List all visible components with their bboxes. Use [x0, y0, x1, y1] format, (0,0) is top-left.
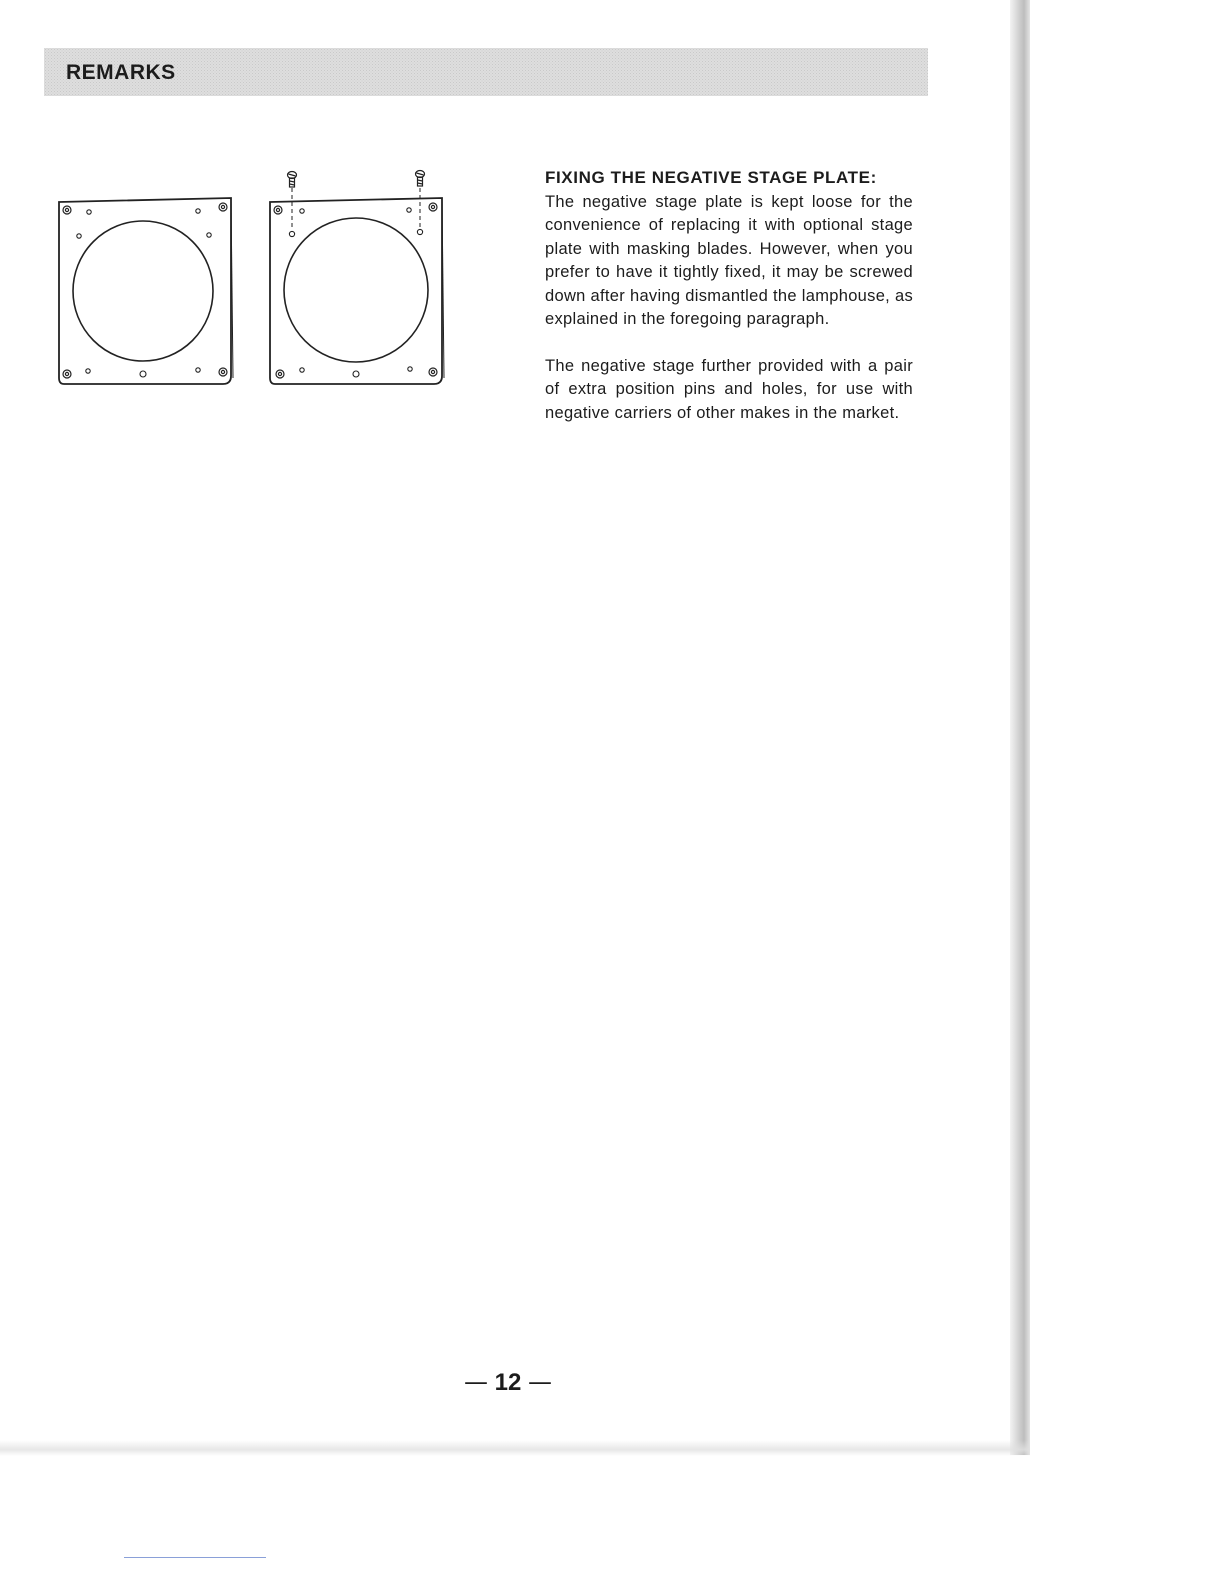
- screw-icon: [288, 172, 297, 188]
- scan-edge-line: [124, 1557, 266, 1558]
- screw-hole-icon: [63, 203, 227, 378]
- paragraph-position-pins: The negative stage further provided with a pair of extra position pins and holes, for use with negative carriers of other makes in the market.: [545, 356, 913, 422]
- stage-plate-loose: [59, 198, 233, 384]
- page-number-value: 12: [494, 1369, 522, 1396]
- page-gutter-shadow: [1010, 0, 1030, 1455]
- paragraph-fixing-plate: The negative stage plate is kept loose for the convenience of replacing it with optional stage plate with masking blades. However, when you prefer to have it tightly fixed, it may be screwed down after having dismantled the lamphouse, as explained in the foregoing paragraph.: [545, 192, 913, 328]
- section-header-title: REMARKS: [66, 61, 176, 84]
- section-header-band: [44, 48, 928, 96]
- page-number-dash-right: —: [528, 1368, 553, 1396]
- screw-hole-icon: [274, 203, 437, 378]
- stage-plate-screwed: [270, 188, 444, 384]
- page-number: [454, 1368, 562, 1397]
- page-bottom-shadow: [0, 1440, 1030, 1456]
- section-heading: FIXING THE NEGATIVE STAGE PLATE:: [545, 168, 877, 187]
- instructions-column: [545, 166, 913, 425]
- screw-icon: [416, 171, 425, 187]
- page-number-dash-left: —: [463, 1368, 488, 1396]
- stage-plate-figure: [52, 160, 452, 400]
